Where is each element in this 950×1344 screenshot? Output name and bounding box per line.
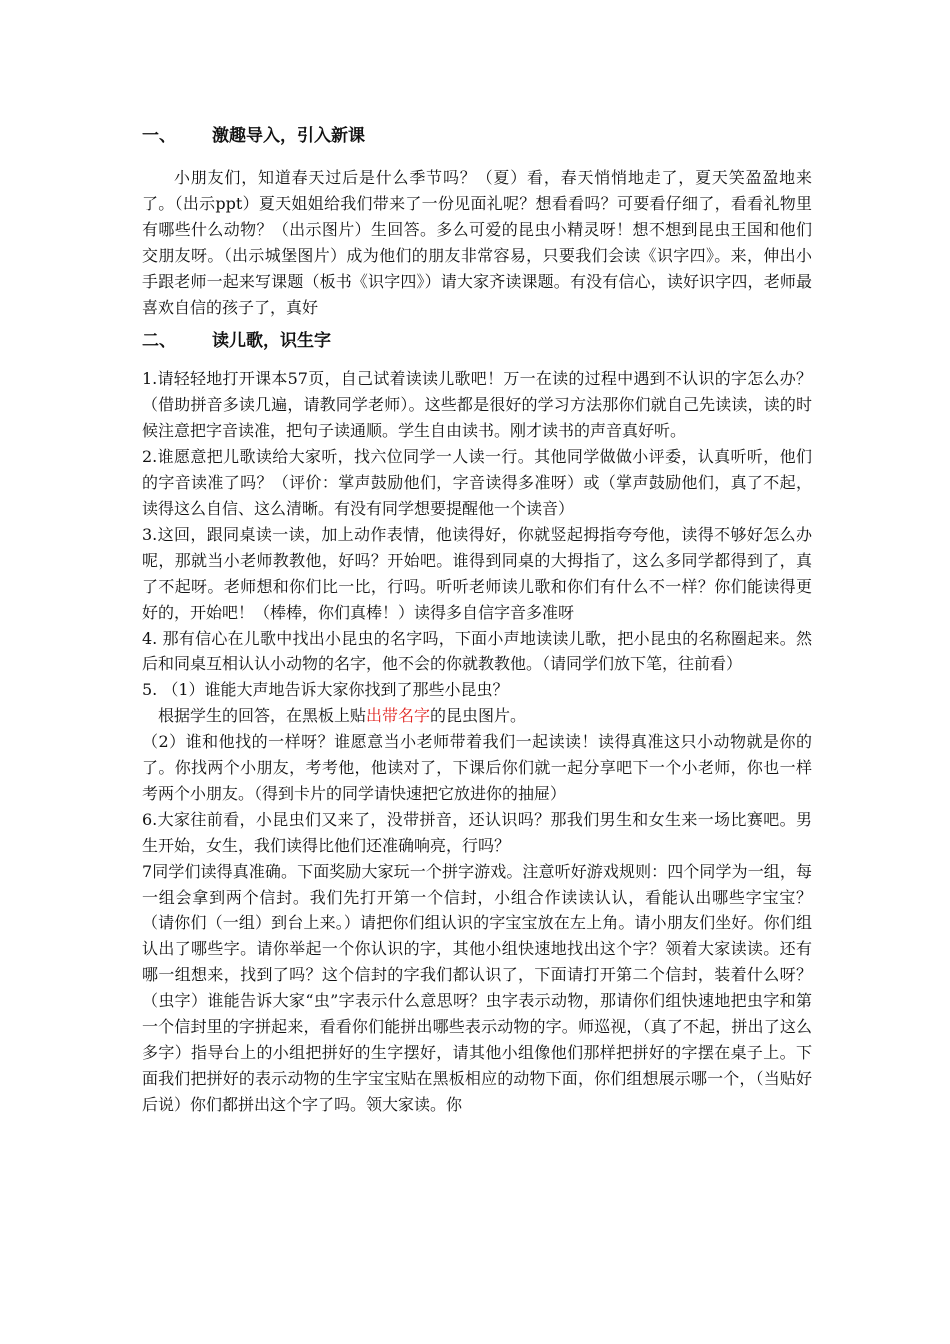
step-5-part-2-paragraph: （2）谁和他找的一样呀？谁愿意当小老师带着我们一起读读！读得真准这只小动物就是你的了。你找两个小朋友，考考他，他读对了，下课后你们就一起分享吧下一个小老师，你也一样考两个小朋友。（得到卡片的同学请快速把它放进你的抽屉）: [142, 732, 812, 803]
step-1-paragraph: 1.请轻轻地打开课本57页，自己试着读读儿歌吧！万一在读的过程中遇到不认识的字怎么办？（借助拼音多读几遍，请教同学老师）。这些都是很好的学习方法那你们就自己先读读，读的时候注意把字音读准，把句子读通顺。学生自由读书。刚才读书的声音真好听。: [142, 369, 812, 441]
step-5-instruction: [142, 703, 812, 729]
section-title: 激趣导入，引入新课: [212, 126, 365, 146]
section-number: 二、: [142, 331, 176, 352]
intro-paragraph: 小朋友们，知道春天过后是什么季节吗？（夏）看，春天悄悄地走了，夏天笑盈盈地来了。（出示ppt）夏天姐姐给我们带来了一份见面礼呢？想看看吗？可要看仔细了，看看礼物里有哪些什么动物？（出示图片）生回答。多么可爱的昆虫小精灵呀！想不想到昆虫王国和他们交朋友呀。（出示城堡图片）成为他们的朋友非常容易，只要我们会读《识字四》。来，伸出小手跟老师一起来写课题（板书《识字四》）请大家齐读课题。有没有信心，读好识字四，老师最喜欢自信的孩子了，真好: [142, 168, 812, 317]
section-heading-2: [142, 328, 812, 354]
step-7-paragraph: 7同学们读得真准确。下面奖励大家玩一个拼字游戏。注意听好游戏规则：四个同学为一组，每一组会拿到两个信封。我们先打开第一个信封，小组合作读读认认，看能认出哪些字宝宝？（请你们（一组）到台上来。）请把你们组认识的字宝宝放在左上角。请小朋友们坐好。你们组认出了哪些字。请你举起一个你认识的字，其他小组快速地找出这个字？领着大家读读。还有哪一组想来，找到了吗？这个信封的字我们都认识了，下面请打开第二个信封，装着什么呀？（虫字）谁能告诉大家“虫”字表示什么意思呀？虫字表示动物，那请你们组快速地把虫字和第一个信封里的字拼起来，看看你们能拼出哪些表示动物的字。师巡视，（真了不起，拼出了这么多字）指导台上的小组把拼好的生字摆好，请其他小组像他们那样把拼好的字摆在桌子上。下面我们把拼好的表示动物的生字宝宝贴在黑板相应的动物下面，你们组想展示哪一个，（当贴好后说）你们都拼出这个字了吗。领大家读。你: [142, 861, 812, 1114]
step-6-paragraph: 6.大家往前看，小昆虫们又来了，没带拼音，还认识吗？那我们男生和女生来一场比赛吧。男生开始，女生，我们读得比他们还准确响亮，行吗？: [142, 809, 812, 855]
section-number: 一、: [142, 126, 176, 146]
instruction-text: 根据学生的回答，在黑板上贴: [158, 706, 367, 726]
section-title: 读儿歌，识生字: [212, 331, 331, 352]
section-heading-1: [142, 123, 812, 149]
step-3-paragraph: 3.这回，跟同桌读一读，加上动作表情，他读得好，你就竖起拇指夸夸他，读得不够好怎么办呢，那就当小老师教教他，好吗？开始吧。谁得到同桌的大拇指了，这么多同学都得到了，真了不起呀。老师想和你们比一比，行吗。听听老师读儿歌和你们有什么不一样？你们能读得更好的，开始吧！（棒棒，你们真棒！）读得多自信字音多准呀: [142, 524, 812, 622]
instruction-text: 的昆虫图片。: [430, 706, 527, 726]
step-2-paragraph: 2.谁愿意把儿歌读给大家听，找六位同学一人读一行。其他同学做做小评委，认真听听，他们的字音读准了吗？（评价：掌声鼓励他们，字音读得多准呀）或（掌声鼓励他们，真了不起，读得这么自信、这么清晰。有没有同学想要提醒他一个读音）: [142, 447, 812, 518]
step-4-paragraph: 4. 那有信心在儿歌中找出小昆虫的名字吗，下面小声地读读儿歌，把小昆虫的名称圈起来。然后和同桌互相认认小动物的名字，他不会的你就教教他。（请同学们放下笔，往前看）: [142, 628, 812, 674]
document-page: [142, 123, 812, 1118]
step-5-question: 5. （1）谁能大声地告诉大家你找到了那些小昆虫？: [142, 680, 509, 700]
highlighted-text: 出带名字: [366, 706, 431, 726]
